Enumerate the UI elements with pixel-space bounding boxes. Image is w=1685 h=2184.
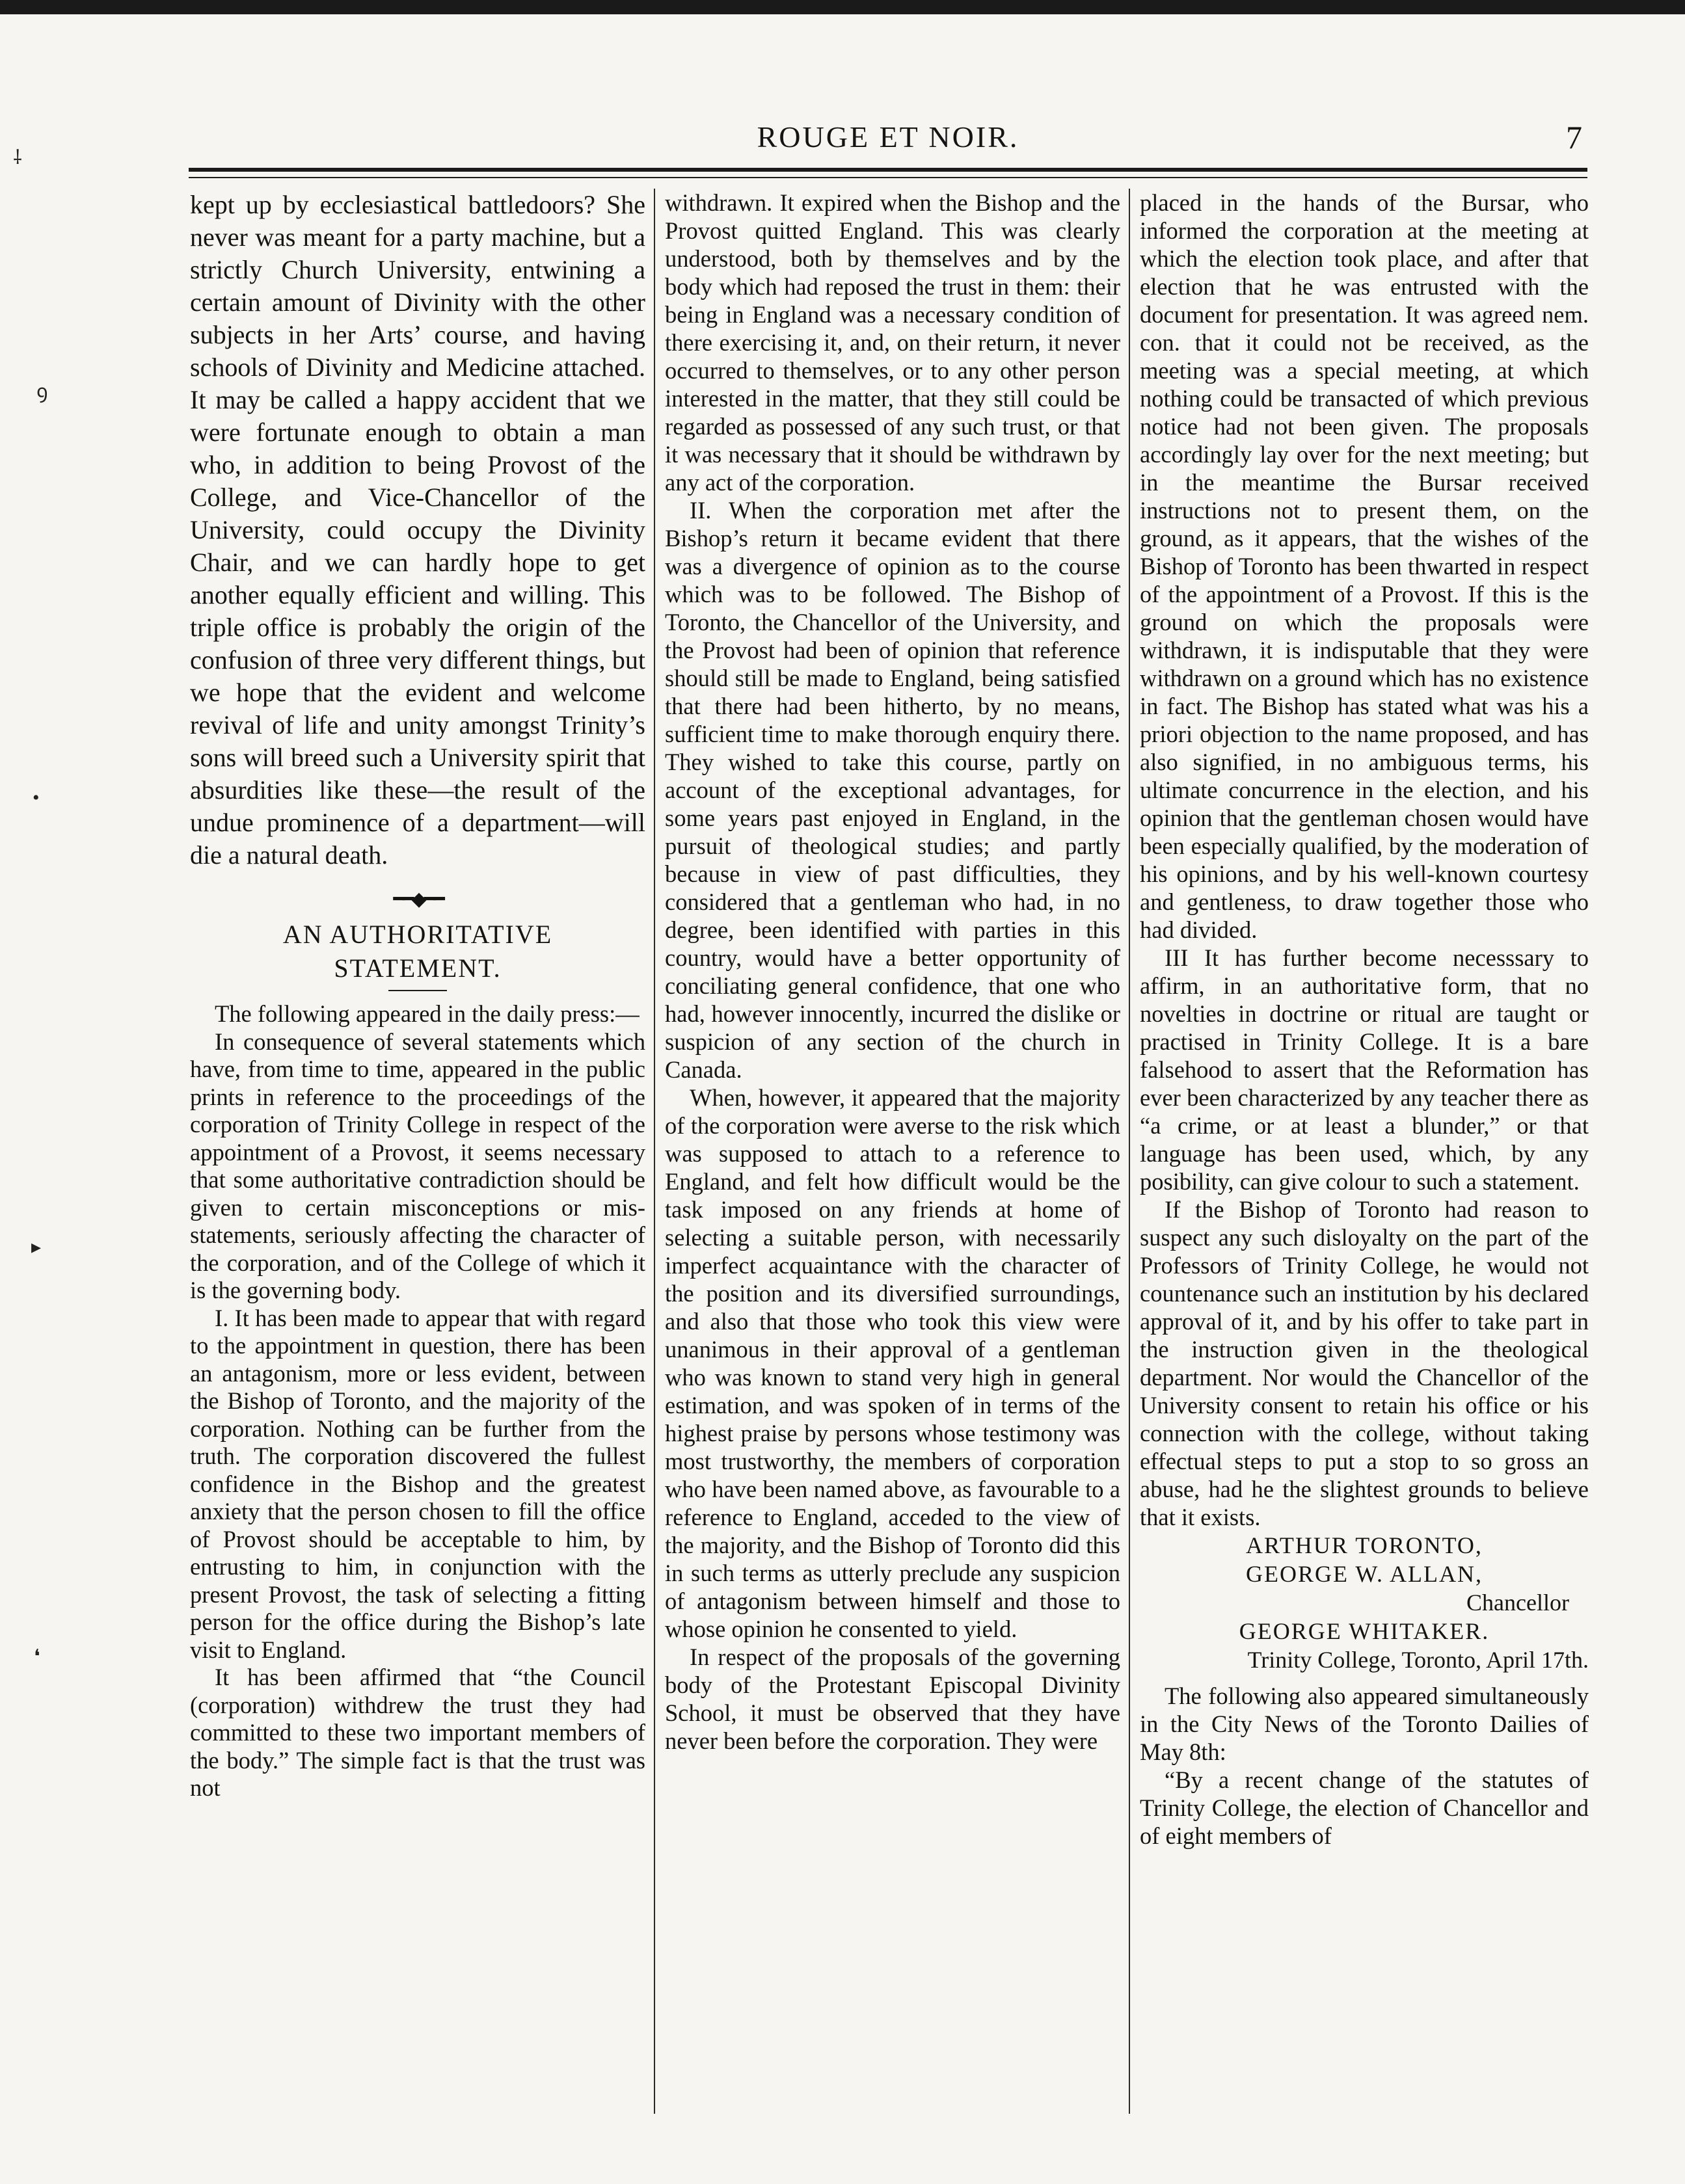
column-3: [1140, 189, 1589, 2114]
paragraph: withdrawn. It expired when the Bishop and the Provost quitted England. This was clearly understood, both by themselves and by the body which had reposed the trust in them: their being in England was a necessary condition of there exercising it, and, on their return, it never occurred to themselves, or to any other person interested in the matter, that they still could be regarded as possessed of any such trust, or that it was necessary that it should be withdrawn by any act of the corporation.: [665, 189, 1120, 496]
page-header: [189, 114, 1587, 160]
paragraph: In consequence of several statements which have, from time to time, appeared in the public prints in reference to the proceedings of the corporation of Trinity College in respect of the appointment of a Provost, it seems necessary that some authoritative contradiction should be given to certain misconceptions or mis-statements, seriously affecting the character of the corporation, and of the College of which it is the governing body.: [190, 1028, 645, 1303]
header-rule-thick: [189, 168, 1587, 172]
paragraph: It has been affirmed that “the Council (corporation) withdrew the trust they had committed to these two important members of the body.” The simple fact is that the trust was not: [190, 1664, 645, 1801]
paragraph: I. It has been made to appear that with regard to the appointment in question, there has been an antagonism, more or less evident, between the Bishop of Toronto, and the majority of the corporation. Nothing can be further from the truth. The corporation discovered the fullest confidence in the Bishop and the greatest anxiety that the person chosen to fill the office of Provost should be acceptable to him, by entrusting to him, in conjunction with the present Provost, the task of selecting a fitting person for the office during the Bishop’s late visit to England.: [190, 1304, 645, 1663]
column-1: [190, 189, 645, 2114]
paragraph: The following appeared in the daily press:—: [215, 1000, 640, 1027]
page-title: ROUGE ET NOIR.: [757, 120, 1019, 153]
column-divider-1: [654, 189, 655, 2114]
signature-name: ARTHUR TORONTO,: [1246, 1532, 1483, 1558]
header-rule-thin: [189, 177, 1587, 178]
section-heading: STATEMENT.: [334, 953, 502, 983]
paragraph: kept up by ecclesiastical battledoors? She never was meant for a party machine, but a strictly Church University, entwining a certain amount of Divinity with the other subjects in her Arts’ course, and having schools of Divinity and Medicine attached. It may be called a happy accident that we were fortunate enough to obtain a man who, in addition to being Provost of the College, and Vice-Chancellor of the University, could occupy the Divinity Chair, and we can hardly hope to get another equally efficient and willing. This triple office is probably the origin of the confusion of three very different things, but we hope that the evident and welcome revival of life and unity amongst Trinity’s sons will breed such a University spirit that absurdities like these—the result of the undue prominence of a department—will die a natural death.: [190, 190, 645, 870]
paragraph: When, however, it appeared that the majority of the corporation were averse to the risk which was supposed to attach to a reference to England, and felt how difficult would be the task imposed on any friends at home of selecting a suitable person, with necessarily imperfect acquaintance with the character of the position and its diversified surroundings, and also that those who took this view were unanimous in their approval of a gentleman who was known to stand very high in general estimation, and was spoken of in terms of the highest praise by persons whose testimony was most trustworthy, the members of corporation who have been named above, as favourable to a reference to England, acceded to the view of the majority, and the Bishop of Toronto did this in such terms as utterly preclude any suspicion of antagonism between himself and those to whose opinion he consented to yield.: [665, 1084, 1120, 1642]
margin-speck: ꝯ: [36, 381, 48, 403]
margin-speck: •: [33, 787, 40, 808]
paragraph: If the Bishop of Toronto had reason to suspect any such disloyalty on the part of the Professors of Trinity College, he would not countenance such an institution by his declared approval of it, and by his offer to take part in the instruction given in the theological department. Nor would the Chancellor of the University consent to retain his office or his connection with the college, without taking effectual steps to put a stop to so gross an abuse, had he the slightest grounds to believe that it exists.: [1140, 1196, 1589, 1530]
signature-name: GEORGE W. ALLAN,: [1246, 1561, 1483, 1587]
signature-role: Chancellor: [1466, 1590, 1569, 1616]
paragraph: The following also appeared simultaneously in the City News of the Toronto Dailies of May 8th:: [1140, 1683, 1589, 1765]
paragraph: “By a recent change of the statutes of Trinity College, the election of Chancellor and of eight members of: [1140, 1766, 1589, 1849]
margin-speck: ❛: [34, 1646, 40, 1668]
column-2: [665, 189, 1120, 2114]
margin-speck: ⸸: [13, 147, 23, 168]
paragraph: In respect of the proposals of the governing body of the Protestant Episcopal Divinity School, it must be observed that they have never been before the corporation. They were: [665, 1644, 1120, 1754]
paragraph: placed in the hands of the Bursar, who informed the corporation at the meeting at which the election took place, and after that election that he was entrusted with the document for presentation. It was agreed nem. con. that it could not be received, as the meeting was a special meeting, at which nothing could be transacted of which previous notice had not been given. The proposals accordingly lay over for the next meeting; but in the meantime the Bursar received instructions not to present them, on the ground, as it appears, that the wishes of the Bishop of Toronto has been thwarted in respect of the appointment of a Provost. If this is the ground on which the proposals were withdrawn, it is indisputable that they were withdrawn on a ground which has no existence in fact. The Bishop has stated what was his a priori objection to the name proposed, and has also signified, in no ambiguous terms, his ultimate concurrence in the election, and his opinion that the gentleman chosen would have been especially qualified, by the moderation of his opinions, and by his well-known courtesy and gentleness, to draw together those who had divided.: [1140, 189, 1589, 943]
section-ornament: ━━◆━━: [393, 888, 442, 910]
section-heading: AN AUTHORITATIVE: [282, 920, 553, 949]
column-divider-2: [1129, 189, 1130, 2114]
paragraph: III It has further become necesssary to affirm, in an authoritative form, that no novelties in doctrine or ritual are taught or practised in Trinity College. It is a bare falsehood to assert that the Reformation has ever been characterized by any teacher there as “a crime, or at least a blunder,” or that language has been used, which, by any posibility, can give colour to such a statement.: [1140, 944, 1589, 1195]
signature-name: GEORGE WHITAKER.: [1239, 1618, 1490, 1644]
margin-speck: ▸: [31, 1236, 42, 1258]
page-number: 7: [1566, 119, 1582, 155]
heading-rule: [388, 990, 447, 991]
paragraph: II. When the corporation met after the Bishop’s return it became evident that there was a divergence of opinion as to the course which was to be followed. The Bishop of Toronto, the Chancellor of the University, and the Provost had been of opinion that reference should still be made to England, being satisfied that there had been hitherto, by no means, sufficient time to make thorough enquiry there. They wished to take this course, partly on account of the exceptional advantages, for some years past enjoyed in England, in the pursuit of theological studies; and partly because in view of past difficulties, they considered that a gentleman who had, in no degree, been identified with parties in this country, would have a better opportunity of conciliating general confidence, that one who had, however innocently, incurred the dislike or suspicion of any section of the church in Canada.: [665, 497, 1120, 1083]
dateline: Trinity College, Toronto, April 17th.: [1247, 1647, 1589, 1673]
scan-top-border: [0, 0, 1685, 14]
